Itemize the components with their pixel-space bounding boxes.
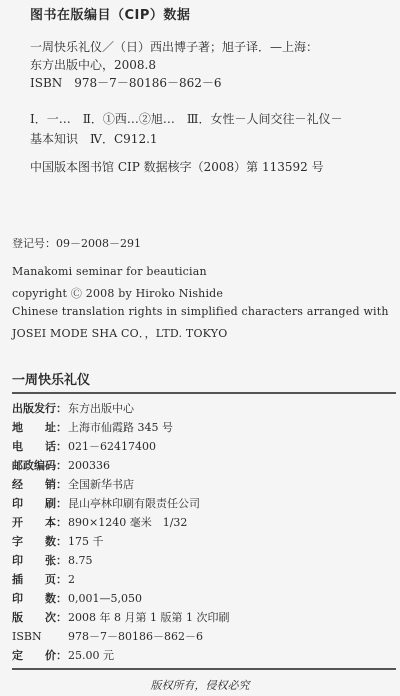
- english-rights: Chinese translation rights in simplified characters arranged with: [12, 305, 389, 318]
- pub-value: 2008 年 8 月第 1 版第 1 次印刷: [68, 611, 230, 624]
- pub-row-postcode: [12, 457, 110, 473]
- pub-value: 890×1240 毫米 1/32: [68, 516, 188, 529]
- pub-row-isbn: [12, 628, 203, 644]
- pub-label: 插 页：: [12, 573, 67, 586]
- english-title: Manakomi seminar for beautician: [12, 265, 207, 278]
- pub-row-distributor: [12, 400, 134, 416]
- pub-label: 经 销：: [12, 478, 67, 491]
- pub-label: 开 本：: [12, 516, 67, 529]
- pub-row-address: [12, 419, 173, 435]
- pub-label: 字 数：: [12, 535, 67, 548]
- pub-row-edition: [12, 609, 229, 625]
- pub-value: 2: [68, 573, 75, 586]
- pub-value: 8.75: [68, 554, 93, 567]
- pub-label: 电 话：: [12, 440, 67, 453]
- pub-label: 定 价：: [12, 649, 67, 662]
- pub-value: 0,001—5,050: [68, 592, 142, 605]
- cip-heading: 图书在版编目（CIP）数据: [30, 8, 191, 23]
- cip-line-isbn: ISBN 978－7－80186－862－6: [30, 76, 222, 90]
- cip-line-subjects: Ⅰ．一… Ⅱ．①西…②旭… Ⅲ．女性－人间交往－礼仪－: [30, 112, 343, 126]
- pub-label: 邮政编码：: [12, 459, 67, 472]
- pub-value: 200336: [68, 459, 110, 472]
- pub-value: 东方出版中心: [68, 402, 134, 415]
- pub-row-printer: [12, 495, 200, 511]
- pub-row-phone: [12, 438, 156, 454]
- english-publisher: JOSEI MODE SHA CO．，LTD. TOKYO: [12, 327, 228, 340]
- pub-label: 版 次：: [12, 611, 67, 624]
- pub-label: 印 数：: [12, 592, 67, 605]
- english-copyright: copyright Ⓒ 2008 by Hiroko Nishide: [12, 287, 224, 300]
- title-rule: [12, 392, 396, 394]
- pub-label: ISBN: [12, 630, 42, 643]
- pub-value: 978－7－80186－862－6: [68, 630, 203, 643]
- pub-row-price: [12, 647, 114, 663]
- pub-value: 上海市仙霞路 345 号: [68, 421, 173, 434]
- pub-value: 全国新华书店: [68, 478, 134, 491]
- registration-number: 登记号：09－2008－291: [12, 237, 141, 250]
- pub-row-wordcount: [12, 533, 104, 549]
- rights-notice: 版权所有，侵权必究: [150, 679, 250, 692]
- cip-line-core: 中国版本图书馆 CIP 数据核字（2008）第 113592 号: [30, 160, 324, 174]
- pub-value: 25.00 元: [68, 649, 114, 662]
- pub-row-printrun: [12, 590, 142, 606]
- cip-line-classification: 基本知识 Ⅳ．C912.1: [30, 132, 158, 146]
- pub-value: 昆山亭林印刷有限责任公司: [68, 497, 200, 510]
- pub-row-sheets: [12, 552, 93, 568]
- book-title: 一周快乐礼仪: [12, 373, 91, 388]
- pub-label: 出版发行：: [12, 402, 67, 415]
- pub-row-seller: [12, 476, 134, 492]
- cip-line-author: 一周快乐礼仪／（日）西出博子著；旭子译．—上海：: [30, 40, 319, 54]
- pub-label: 印 张：: [12, 554, 67, 567]
- cip-line-publisher: 东方出版中心，2008.8: [30, 58, 156, 72]
- pub-row-format: [12, 514, 187, 530]
- footer-rule: [12, 668, 396, 670]
- pub-label: 印 刷：: [12, 497, 67, 510]
- pub-value: 175 千: [68, 535, 104, 548]
- pub-row-plates: [12, 571, 75, 587]
- pub-value: 021－62417400: [68, 440, 156, 453]
- pub-label: 地 址：: [12, 421, 67, 434]
